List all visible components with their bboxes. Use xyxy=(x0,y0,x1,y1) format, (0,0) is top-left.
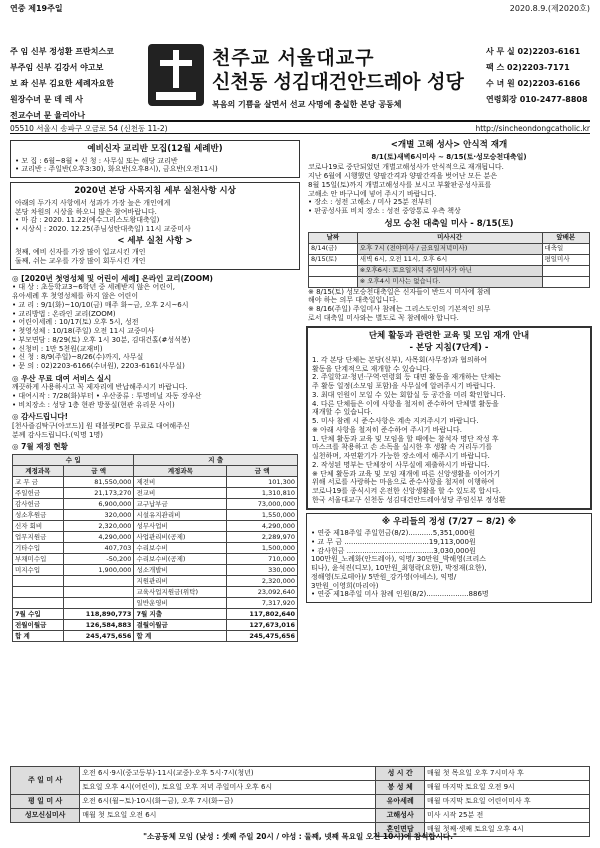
table-cell: 7월 수입 xyxy=(13,608,64,619)
right-column xyxy=(306,140,592,603)
staff-line: 전교수녀 문 율리아나 xyxy=(10,111,86,120)
mass-schedule xyxy=(10,766,590,837)
first-communion-line: 유아세례 후 첫영성체를 하지 않은 어린이 xyxy=(12,292,139,300)
table-cell xyxy=(13,586,64,597)
table-cell: 새벽 6시, 오전 11시, 오후 6시 xyxy=(357,254,542,265)
confession-line: • 장소 : 성전 고해소 / 미사 25분 전부터 xyxy=(308,198,432,207)
parish-title xyxy=(212,46,480,94)
baptism-title: 예비신자 교리반 모집(12월 세례반) xyxy=(87,144,223,154)
schedule-label: 주 일 미 사 xyxy=(11,767,80,795)
table-row xyxy=(309,254,590,265)
confession-subtitle: 8/1(토)새벽6시미사 ~ 8/15(토·성모승천대축일) xyxy=(371,152,527,161)
table-row xyxy=(13,586,298,597)
umbrella-line: • 비치장소 : 성당 1층 현관 방풍실(현관 유리문 사이) xyxy=(12,400,175,409)
baptism-notice xyxy=(10,140,300,178)
table-cell: 합 계 xyxy=(134,630,227,641)
staff-list xyxy=(10,44,140,124)
table-row xyxy=(13,487,298,498)
schedule-label: 혼인면담 xyxy=(376,823,425,837)
offering-line: • 감사헌금 .......................................3,030,000원 xyxy=(311,546,476,555)
table-cell: ※ 오후4시 미사는 없습니다. xyxy=(357,276,542,287)
groups-line: 3. 최대 인원이 모일 수 있는 회합실 등 공간을 미리 확인합니다. xyxy=(312,390,506,399)
first-communion-line: • 대 상 : 초등학교3~6학년 중 세례받지 않은 어린이, xyxy=(12,283,176,292)
table-cell: 2,320,000 xyxy=(227,575,298,586)
schedule-value: 매월 첫째·셋째 토요일 오후 4시 xyxy=(425,823,590,837)
baptism-line: • 교리반 : 주일반(오후3:30), 화요반(오후8시), 금요반(오전11시) xyxy=(15,165,218,174)
finance-table xyxy=(12,454,298,642)
groups-line: ※ 아래 사항을 철저히 준수하여 주시기 바랍니다. xyxy=(312,425,462,434)
first-communion-line: • 문 의 : 02)2203-6166(수녀원), 2203-6161(사무실) xyxy=(12,362,185,370)
table-cell: 330,000 xyxy=(227,564,298,575)
table-row xyxy=(11,795,590,809)
assumption-table xyxy=(308,232,590,288)
first-communion-line: • 교리방법 : 온라인 교리(ZOOM) xyxy=(12,309,116,318)
schedule-value: 매월 첫 목요일 오후 7시미사 후 xyxy=(425,767,590,781)
table-cell: 21,173,270 xyxy=(63,487,134,498)
table-row xyxy=(13,619,298,630)
table-cell: 업무지원금 xyxy=(13,531,64,542)
table-cell: 81,550,000 xyxy=(63,476,134,487)
assumption-note: ※ 8/16(주일) 주일미사 참례는 그리스도인의 기본적인 의무 xyxy=(308,305,491,313)
table-cell: 73,000,000 xyxy=(227,498,298,509)
offering-title: ※ 우리들의 정성 (7/27 ~ 8/2) ※ xyxy=(381,516,517,527)
groups-line: 2. 작성된 명부는 단체장이 사무실에 제출하시기 바랍니다. xyxy=(312,460,490,469)
table-row xyxy=(13,575,298,586)
table-cell xyxy=(542,265,590,276)
resolution-title: 2020년 본당 사목지침 세부 실천사항 시상 xyxy=(74,186,236,197)
offering-notice xyxy=(306,513,592,604)
parish-motto: 복음의 기쁨을 살면서 선교 사명에 충실한 본당 공동체 xyxy=(212,100,402,109)
groups-line: 코로나19를 종식시켜 온전한 신앙생활을 할 수 있도록 합시다. xyxy=(312,487,501,495)
table-cell: 2,289,970 xyxy=(227,531,298,542)
first-communion-line: • 부모면담 : 8/29(토) 오후 1시 30분, 김대건홀(#성석봉) xyxy=(12,335,191,344)
table-row xyxy=(13,630,298,641)
first-communion-title: ◎ [2020년 첫영성체 및 어린이 세례] 온라인 교리(ZOOM) xyxy=(12,273,213,283)
table-row xyxy=(309,243,590,254)
table-cell: 8/15(토) xyxy=(309,254,358,265)
table-row xyxy=(13,608,298,619)
offering-line: 정해영(도로테아)/ 5만원_강가영(아녜스), 익명/ xyxy=(311,572,457,581)
table-row xyxy=(13,597,298,608)
table-row xyxy=(13,553,298,564)
parish-title-line2: 신천동 성김대건안드레아 성당 xyxy=(212,71,464,93)
schedule-label: 성모신심미사 xyxy=(11,809,80,823)
groups-notice xyxy=(306,326,592,510)
umbrella-notice xyxy=(10,374,300,410)
table-cell xyxy=(309,276,358,287)
table-row xyxy=(11,767,590,781)
table-row xyxy=(13,564,298,575)
schedule-value: 매월 첫 토요일 오전 6시 xyxy=(80,809,376,823)
table-cell: 7,317,920 xyxy=(227,597,298,608)
schedule-value: 매월 마지막 토요일 어린이미사 후 xyxy=(425,795,590,809)
finance-group-expense: 지 출 xyxy=(134,454,298,465)
table-cell: 부채미수입 xyxy=(13,553,64,564)
table-cell: 7월 지출 xyxy=(134,608,227,619)
offering-line: • 연중 제18주일 주일헌금(8/2)...........5,351,000원 xyxy=(311,529,476,538)
address-bar xyxy=(10,120,590,134)
issue-date: 2020.8.9.(제2020호) xyxy=(509,4,590,13)
table-cell: 성무사업비 xyxy=(134,520,227,531)
table-cell xyxy=(63,597,134,608)
address: 05510 서울시 송파구 오금로 54 (신천동 11-2) xyxy=(10,124,168,133)
groups-line: 실천하며, 자연환기가 가능한 장소에서 해주시기 바랍니다. xyxy=(312,452,490,460)
finance-table-body xyxy=(13,476,298,641)
contact-line: 수 녀 원 02)2203-6166 xyxy=(486,79,581,88)
table-row xyxy=(11,781,590,795)
offering-line: • 교 무 금 ......................................19,113,000원 xyxy=(311,537,476,546)
groups-line: 1. 단체 활동과 교육 및 모임을 할 때에는 참석자 명단 작성 후 xyxy=(312,434,499,443)
table-cell: 6,900,000 xyxy=(63,498,134,509)
schedule-label: 봉 성 체 xyxy=(376,781,425,795)
table-cell: 1,500,000 xyxy=(227,542,298,553)
table-cell xyxy=(13,597,64,608)
table-cell: 수리보수비 xyxy=(134,542,227,553)
table-cell: 101,300 xyxy=(227,476,298,487)
confession-line: 고해소 안 바구니에 넣어 주시기 바랍니다. xyxy=(308,189,437,198)
finance-col-header: 금 액 xyxy=(227,465,298,476)
table-row xyxy=(13,498,298,509)
table-cell xyxy=(13,575,64,586)
table-cell: 교구납부금 xyxy=(134,498,227,509)
table-cell: 평일미사 xyxy=(542,254,590,265)
table-cell: ※오후6시: 토요일저녁 주일미사가 아닌 xyxy=(357,265,542,276)
finance-section xyxy=(10,442,300,641)
table-cell: 시설유지관리비 xyxy=(134,509,227,520)
table-cell: 제전비 xyxy=(134,476,227,487)
contact-line: 연령회장 010-2477-8808 xyxy=(486,95,588,104)
assumption-note: 로서 대축일 미사와는 별도로 꼭 참례해야 합니다. xyxy=(308,313,459,322)
schedule-value: 미사 시작 25분 전 xyxy=(425,809,590,823)
bulletin-header xyxy=(10,4,590,16)
confession-notice xyxy=(306,140,592,216)
offering-line: • 연중 제18주일 미사 참례 인원(8/2)...................886명 xyxy=(311,590,489,599)
table-cell: 감사헌금 xyxy=(13,498,64,509)
table-cell: 사업관리비(공제) xyxy=(134,531,227,542)
table-cell: -50,200 xyxy=(63,553,134,564)
finance-title: ◎ 7월 재정 현황 xyxy=(12,442,68,452)
groups-line: 한국 서울대교구 신천동 성김대건안드레아성당 주임신부 정성환 xyxy=(312,495,506,504)
groups-line: ※ 단체 활동과 교육 및 모임 재개에 따른 신앙생활을 이어가기 xyxy=(312,469,501,478)
website-link[interactable]: http://sincheondongcatholic.kr xyxy=(475,124,590,133)
groups-line: 주 활동 일정(소모임 포함)을 사무실에 알려주시기 바랍니다. xyxy=(312,382,496,390)
resolution-item: 둘째, 쉬는 교우를 가장 많이 회두시킨 개인 xyxy=(15,257,146,266)
groups-line: 마스크를 착용하고 손 소독을 실시한 후 생활 속 거리두기를 xyxy=(312,443,493,452)
table-row xyxy=(11,809,590,823)
groups-line: 5. 미사 참례 시 준수사항은 계속 지켜주시기 바랍니다. xyxy=(312,417,479,425)
assumption-col-header: 앞배본 xyxy=(542,232,590,243)
table-row xyxy=(13,542,298,553)
umbrella-line: 깨끗하게 사용하시고 꼭 제자리에 반납해주시기 바랍니다. xyxy=(12,383,188,392)
table-cell xyxy=(63,575,134,586)
table-cell xyxy=(542,276,590,287)
schedule-value: 매월 마지막 토요일 오전 9시 xyxy=(425,781,590,795)
baptism-line: • 모 집 : 6월~8월 • 신 청 : 사무실 또는 해당 교리반 xyxy=(15,156,178,165)
finance-col-header: 금 액 xyxy=(63,465,134,476)
parish-title-line1: 천주교 서울대교구 xyxy=(212,47,375,69)
table-cell: 전교비 xyxy=(134,487,227,498)
table-cell: 수리보수비(공제) xyxy=(134,553,227,564)
resolution-notice xyxy=(10,182,300,270)
table-cell: 320,000 xyxy=(63,509,134,520)
schedule-value: 오전 6시·9시(중고등부)·11시(교중)·오후 5시·7시(청년) xyxy=(80,767,376,781)
resolution-line: • 마 감 : 2020. 11.22(예수그리스도왕대축일) xyxy=(15,216,160,225)
thanks-line: 분께 감사드립니다.(익명 1명) xyxy=(12,430,103,439)
table-row xyxy=(309,265,590,276)
contact-list xyxy=(486,44,592,108)
first-communion-line: • 첫영성체 : 10/18(주일) 오전 11시 교중미사 xyxy=(12,327,155,335)
table-cell: 8/14(금) xyxy=(309,243,358,254)
table-cell: 전월이월금 xyxy=(13,619,64,630)
groups-line: 1. 각 본당 단체는 본당(신부), 사목회(사무장)과 협의하여 xyxy=(312,355,488,364)
staff-line: 원장수녀 문 데 레 사 xyxy=(10,95,83,104)
assumption-col-header: 날짜 xyxy=(309,232,358,243)
umbrella-line: • 대여시작 : 7/28(화)부터 • 우산종류 : 투명비닐 자동 장우산 xyxy=(12,391,202,400)
table-cell: 710,000 xyxy=(227,553,298,564)
schedule-value: 오전 6시(월~토)·10시(화~금), 오후 7시(화~금) xyxy=(80,795,376,809)
table-row xyxy=(13,520,298,531)
groups-title: 단체 활동과 관련한 교육 및 모임 재개 안내 xyxy=(368,330,530,341)
assumption-title: 성모 승천 대축일 미사 - 8/15(토) xyxy=(384,218,514,229)
left-column xyxy=(10,140,300,642)
table-cell: 118,890,773 xyxy=(63,608,134,619)
table-cell: 성소개발비 xyxy=(134,564,227,575)
table-cell: 교육사업지원금(위탁) xyxy=(134,586,227,597)
table-cell: 245,475,656 xyxy=(227,630,298,641)
finance-group-income: 수 입 xyxy=(13,454,134,465)
confession-line: 지난 6월에 시행했던 양팔간격과 양팔간격을 벗어난 모든 분은 xyxy=(308,172,498,181)
first-communion-line: • 신청비 : 1만 5천원(교재비) xyxy=(12,344,103,353)
table-cell: 성소후원금 xyxy=(13,509,64,520)
resolution-line: 아래의 두가지 사항에서 성과가 가장 높은 개인에게 xyxy=(15,198,171,207)
table-cell: 신자 회비 xyxy=(13,520,64,531)
assumption-note: 해야 하는 의무 대축일입니다. xyxy=(308,296,399,305)
confession-line: 코로나19로 중단되었던 개별고해성사가 안식적으로 재개됩니다. xyxy=(308,163,504,172)
table-cell: 117,802,640 xyxy=(227,608,298,619)
mass-schedule-table xyxy=(10,766,590,837)
issue-label: 연중 제19주일 xyxy=(10,4,63,13)
assumption-col-header: 미사시간 xyxy=(357,232,542,243)
offering-line: 100만원_노례화(안드레아), 익명/ 30만원_박해영(크리스 xyxy=(311,555,486,564)
table-row xyxy=(13,531,298,542)
confession-title: <개별 고해 성사> 안식적 재개 xyxy=(390,140,508,150)
thanks-notice xyxy=(10,412,300,439)
table-cell: 지원관리비 xyxy=(134,575,227,586)
table-cell: 주일헌금 xyxy=(13,487,64,498)
first-communion-line: • 교 리 : 9/1(화)~10/10(금) 매주 화~금, 오후 2시~6시 xyxy=(12,300,189,309)
finance-col-header: 계정과목 xyxy=(13,465,64,476)
offering-line: 티나), 윤석진(디모), 10만원_최형락(요한), 박정재(요한), xyxy=(311,564,487,573)
schedule-label: 성 시 간 xyxy=(376,767,425,781)
schedule-label: 고해성사 xyxy=(376,809,425,823)
table-row xyxy=(309,276,590,287)
footer-note: "소공동체 모임 (낮성 : 셋째 주일 20시 / 야성 : 둘째, 넷째 목요일 오전 10시)에 참석합시다." xyxy=(143,832,457,841)
table-cell: 407,703 xyxy=(63,542,134,553)
table-cell: 127,673,016 xyxy=(227,619,298,630)
table-cell: 23,092,640 xyxy=(227,586,298,597)
table-cell xyxy=(63,586,134,597)
table-cell: 미지수입 xyxy=(13,564,64,575)
contact-line: 팩 스 02)2203-7171 xyxy=(486,63,570,72)
table-cell: 1,900,000 xyxy=(63,564,134,575)
table-cell: 일반운영비 xyxy=(134,597,227,608)
table-row xyxy=(13,476,298,487)
table-cell: 1,550,000 xyxy=(227,509,298,520)
table-cell: 126,584,883 xyxy=(63,619,134,630)
resolution-line: • 시상식 : 2020. 12.25(주님성탄대축일) 11시 교중미사 xyxy=(15,225,191,233)
table-cell: 245,475,656 xyxy=(63,630,134,641)
staff-line: 주 임 신부 정성환 프란치스코 xyxy=(10,47,114,56)
table-cell: 합 계 xyxy=(13,630,64,641)
table-cell: 대축일 xyxy=(542,243,590,254)
assumption-section xyxy=(306,219,592,323)
first-communion-line: • 신 청 : 8/9(주일)~8/26(수)까지, 사무실 xyxy=(12,353,144,362)
staff-line: 부주임 신부 김강서 야고보 xyxy=(10,63,104,72)
confession-line: 8월 15일(토)까지 개별고해성사를 보시고 부활판공성사표를 xyxy=(308,180,492,189)
table-row xyxy=(13,509,298,520)
table-cell: 1,310,810 xyxy=(227,487,298,498)
umbrella-title: ◎ 우산 무료 대여 서비스 실시 xyxy=(12,373,112,383)
church-cross-icon xyxy=(148,44,204,106)
table-cell: 오후 7시 (전야미사 / 금요일저녁미사) xyxy=(357,243,542,254)
schedule-label: 유아세례 xyxy=(376,795,425,809)
first-communion-line: • 어린이세례 : 10/17(토) 오후 5시, 성전 xyxy=(12,318,139,327)
staff-line: 보 좌 신부 김요한 세례자요한 xyxy=(10,79,114,88)
contact-line: 사 무 실 02)2203-6161 xyxy=(486,47,581,56)
offering-line: 3만원_이영희(마리아) xyxy=(311,581,379,590)
thanks-title: ◎ 감사드립니다! xyxy=(12,412,69,422)
table-cell: 2,320,000 xyxy=(63,520,134,531)
resolution-subtitle: < 세부 실천 사항 > xyxy=(117,235,193,246)
groups-line: 4. 다른 단체들은 이에 사항을 철저히 준수하여 단체별 활동을 xyxy=(312,399,499,408)
table-cell: 4,290,000 xyxy=(63,531,134,542)
table-cell: 기타수입 xyxy=(13,542,64,553)
groups-line: 활동을 단계적으로 재개할 수 있습니다. xyxy=(312,364,432,373)
groups-line: 2. 주일학교·청년·구역·연령회 등 대면 활동을 재개하는 단체는 xyxy=(312,373,501,382)
table-cell xyxy=(309,265,358,276)
thanks-line: [천사즐김탁구(아코드)] 원 태블릿PC를 무료로 대여해주신 xyxy=(12,421,190,430)
confession-line: • 판공성사표 비치 장소 : 성전 중앙통로 우측 책상 xyxy=(308,207,461,216)
first-communion-notice xyxy=(10,274,300,371)
table-cell: 교 무 금 xyxy=(13,476,64,487)
schedule-value: 토요일 오후 4시(어린이), 토요일 오후 저녁 주일미사 오후 6시 xyxy=(80,781,376,795)
schedule-label: 평 일 미 사 xyxy=(11,795,80,809)
table-cell: 4,290,000 xyxy=(227,520,298,531)
groups-lines xyxy=(312,356,586,505)
groups-subtitle: - 본당 지침(7단계) - xyxy=(409,343,489,354)
table-cell: 결월이월금 xyxy=(134,619,227,630)
groups-line: 재개할 수 있습니다. xyxy=(312,408,373,417)
groups-line: 위해 서로를 사랑하는 마음으로 준수사항을 철저히 이행하여 xyxy=(312,478,495,487)
resolution-line: 본당 차원의 시상을 하오니 많은 참여바랍니다. xyxy=(15,207,157,216)
resolution-item: 첫째, 예비 신자를 가장 많이 입교시킨 개인 xyxy=(15,248,146,257)
assumption-note: ※ 8/15(토) 성모승천대축일은 신자들이 반드시 미사에 참례 xyxy=(308,287,491,296)
finance-col-header: 계정과목 xyxy=(134,465,227,476)
